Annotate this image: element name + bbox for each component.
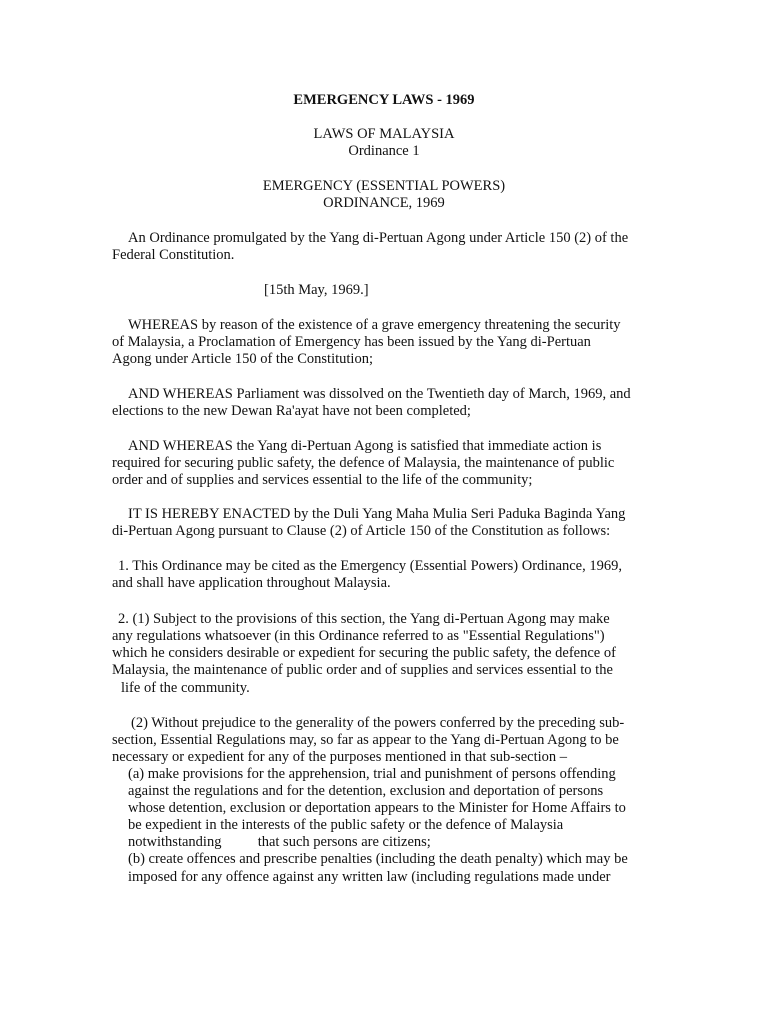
section-1-line: 1. This Ordinance may be cited as the Emergency (Essential Powers) Ordinance, 1969,: [118, 558, 622, 574]
whereas-line: order and of supplies and services essential to the life of the community;: [112, 472, 533, 488]
ordinance-year: ORDINANCE, 1969: [323, 195, 445, 211]
enacting-line: di-Pertuan Agong pursuant to Clause (2) of Article 150 of the Constitution as follows:: [112, 523, 611, 539]
intro-line: An Ordinance promulgated by the Yang di-Pertuan Agong under Article 150 (2) of the: [128, 230, 629, 246]
ordinance-name: EMERGENCY (ESSENTIAL POWERS): [262, 178, 506, 194]
paragraph-a-line: be expedient in the interests of the public safety or the defence of Malaysia: [128, 817, 564, 833]
whereas-line: Agong under Article 150 of the Constitution;: [112, 351, 373, 367]
section-2-1-line: which he considers desirable or expedient for securing the public safety, the defence of: [112, 645, 616, 661]
intro-line: Federal Constitution.: [112, 247, 235, 263]
paragraph-a-line: (a) make provisions for the apprehension, trial and punishment of persons offending: [128, 766, 616, 782]
section-2-2-line: (2) Without prejudice to the generality of the powers conferred by the preceding sub-: [131, 715, 625, 731]
enactment-date: [15th May, 1969.]: [264, 282, 369, 298]
whereas-line: of Malaysia, a Proclamation of Emergency has been issued by the Yang di-Pertuan: [112, 334, 591, 350]
section-1-line: and shall have application throughout Malaysia.: [112, 575, 391, 591]
paragraph-a-line: whose detention, exclusion or deportation appears to the Minister for Home Affairs to: [128, 800, 626, 816]
section-2-2-line: necessary or expedient for any of the purposes mentioned in that sub-section –: [112, 749, 568, 765]
whereas-line: elections to the new Dewan Ra'ayat have not been completed;: [112, 403, 471, 419]
section-2-1-line: life of the community.: [121, 680, 250, 696]
whereas-line: required for securing public safety, the defence of Malaysia, the maintenance of public: [112, 455, 615, 471]
enacting-line: IT IS HEREBY ENACTED by the Duli Yang Maha Mulia Seri Paduka Baginda Yang: [128, 506, 626, 522]
paragraph-a-line: against the regulations and for the detention, exclusion and deportation of persons: [128, 783, 604, 799]
paragraph-b-line: imposed for any offence against any written law (including regulations made under: [128, 869, 611, 885]
whereas-line: AND WHEREAS the Yang di-Pertuan Agong is satisfied that immediate action is: [128, 438, 602, 454]
paragraph-a-line: notwithstanding that such persons are citizens;: [128, 834, 431, 850]
whereas-line: WHEREAS by reason of the existence of a grave emergency threatening the security: [128, 317, 621, 333]
ordinance-number: Ordinance 1: [348, 143, 420, 159]
section-2-1-line: Malaysia, the maintenance of public order and of supplies and services essential to the: [112, 662, 613, 678]
section-2-1-line: any regulations whatsoever (in this Ordinance referred to as "Essential Regulations"): [112, 628, 605, 644]
paragraph-b-line: (b) create offences and prescribe penalties (including the death penalty) which may be: [128, 851, 628, 867]
section-2-1-line: 2. (1) Subject to the provisions of this section, the Yang di-Pertuan Agong may make: [118, 611, 610, 627]
document-title: EMERGENCY LAWS - 1969: [293, 92, 475, 108]
whereas-line: AND WHEREAS Parliament was dissolved on the Twentieth day of March, 1969, and: [128, 386, 631, 402]
laws-heading: LAWS OF MALAYSIA: [313, 126, 455, 142]
section-2-2-line: section, Essential Regulations may, so far as appear to the Yang di-Pertuan Agong to be: [112, 732, 619, 748]
